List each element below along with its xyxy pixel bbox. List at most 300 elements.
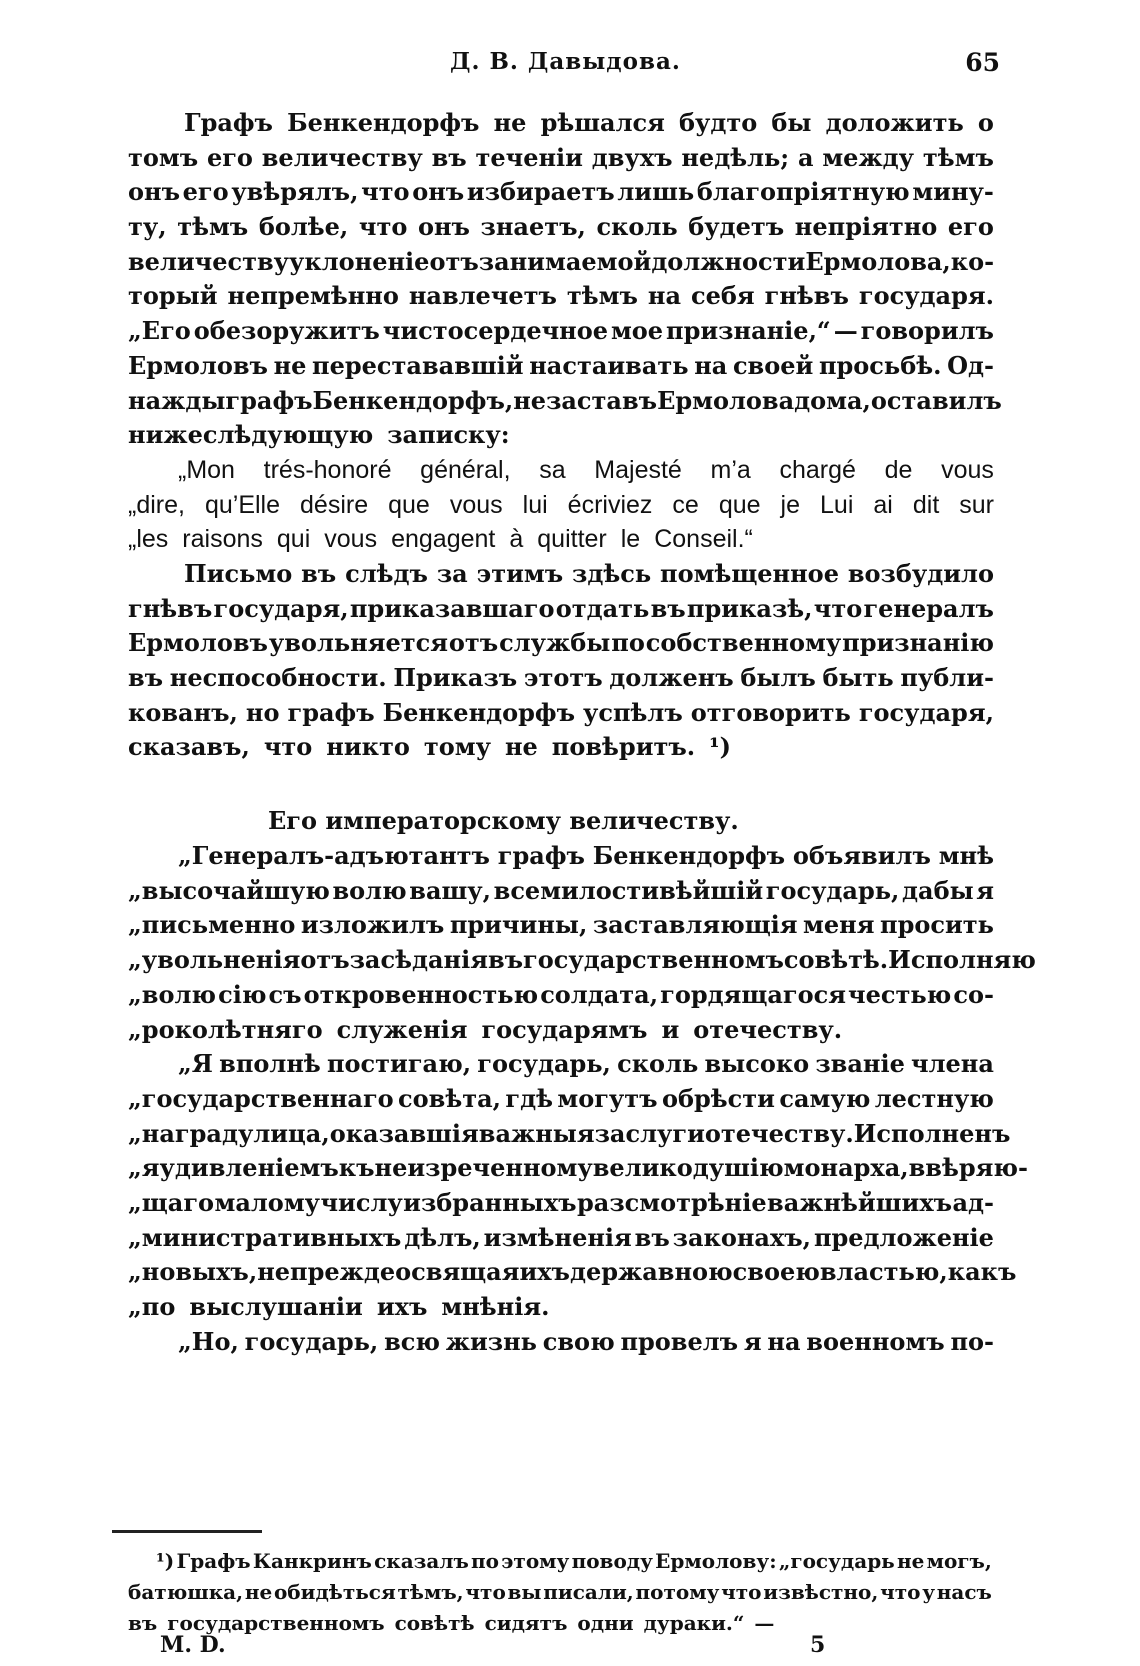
word: ад- xyxy=(952,1187,994,1217)
word: томъ xyxy=(128,142,199,172)
word: ce xyxy=(672,490,699,519)
running-title: Д. В. Давыдова. xyxy=(450,48,681,75)
word: государямъ xyxy=(481,1014,648,1044)
word: m’a xyxy=(710,455,751,484)
word: обидѣться xyxy=(273,1580,396,1604)
word: его xyxy=(947,212,994,242)
word: государя. xyxy=(858,281,994,311)
word: „Его xyxy=(128,316,191,346)
word: ввѣряю- xyxy=(908,1153,1028,1183)
word: Исполняю xyxy=(888,945,1036,975)
word: „я xyxy=(128,1153,160,1183)
word: разсмотрѣніе xyxy=(576,1187,767,1217)
letter-line xyxy=(128,1151,1028,1186)
word: сидятъ xyxy=(484,1611,568,1635)
word: „министративныхъ xyxy=(128,1222,402,1252)
word: тѣмъ xyxy=(177,212,249,242)
word: службы xyxy=(499,628,611,658)
word: могутъ xyxy=(557,1083,658,1113)
text-line xyxy=(128,730,994,765)
letter-line xyxy=(128,1186,994,1221)
french-quote-line xyxy=(128,488,994,523)
word: успѣлъ xyxy=(583,697,683,727)
letter-line xyxy=(128,1082,994,1117)
word: высоко xyxy=(704,1049,810,1079)
word: отъ xyxy=(429,246,479,276)
word: мину- xyxy=(912,177,994,207)
word: отечеству. xyxy=(693,1014,843,1044)
word: заставъ xyxy=(546,385,658,415)
word: „роколѣтняго xyxy=(128,1014,323,1044)
word: Lui xyxy=(820,490,854,519)
word: уклоненіе xyxy=(289,246,430,276)
word: непріятно xyxy=(794,212,938,242)
word: просьбѣ. xyxy=(818,350,942,380)
letter-line xyxy=(128,1255,1017,1290)
word: увѣрялъ, xyxy=(231,177,359,207)
word: честью xyxy=(848,979,952,1009)
word: онъ xyxy=(417,212,470,242)
word: быть xyxy=(822,663,894,692)
word: за xyxy=(436,558,468,588)
word: въ xyxy=(634,1222,670,1252)
word: заслуги xyxy=(594,1118,705,1148)
word: этотъ xyxy=(523,663,603,692)
word: графъ xyxy=(497,841,585,871)
word: жизнь xyxy=(445,1326,537,1356)
word: свою xyxy=(542,1326,615,1356)
page-number: 65 xyxy=(965,48,1000,77)
french-quote-line xyxy=(128,453,994,488)
word: „щаго xyxy=(128,1187,215,1217)
word: „письменно xyxy=(128,910,296,940)
word: le xyxy=(620,525,641,554)
word: государственномъ xyxy=(167,1611,385,1635)
word: Од- xyxy=(947,350,994,380)
letter-line xyxy=(128,1290,994,1325)
word: въ xyxy=(301,558,337,588)
word: всемилостивѣйшій xyxy=(493,875,764,905)
word: государь, xyxy=(765,875,900,905)
text-line xyxy=(128,210,994,245)
word: „Но, xyxy=(178,1326,239,1356)
word: въ xyxy=(487,945,524,975)
word: désire xyxy=(300,490,369,519)
word: que xyxy=(388,490,430,519)
word: монарха, xyxy=(783,1153,909,1183)
word: „государь xyxy=(778,1549,895,1573)
word: мнѣ xyxy=(938,841,994,871)
word: лестную xyxy=(874,1083,994,1113)
word: — xyxy=(833,316,858,346)
word: гнѣвъ xyxy=(128,593,213,623)
word: двухъ xyxy=(591,142,673,172)
word: на xyxy=(647,281,682,311)
word: служенія xyxy=(336,1014,468,1044)
word: тѣмъ xyxy=(566,281,638,311)
word: нажды xyxy=(128,385,226,415)
word: „по xyxy=(128,1292,176,1321)
word: признаніе,“ xyxy=(666,316,831,346)
word: на xyxy=(767,1326,801,1356)
text-line xyxy=(128,106,994,141)
word: не xyxy=(244,1580,273,1604)
word: прежде xyxy=(290,1257,396,1287)
word: могъ, xyxy=(926,1549,992,1573)
word: поводу xyxy=(571,1549,653,1573)
word: волю xyxy=(332,875,407,905)
word: этимъ xyxy=(476,558,564,588)
word: просить xyxy=(880,910,994,940)
word: государя, xyxy=(213,593,349,623)
word: рѣшался xyxy=(540,108,665,137)
word: я xyxy=(743,1326,762,1356)
letter-heading: Его императорскому величеству. xyxy=(268,806,739,836)
word: возбудило xyxy=(847,558,994,588)
word: совѣтѣ xyxy=(394,1611,475,1635)
word: всю xyxy=(384,1326,440,1356)
page-header xyxy=(120,48,1000,88)
word: что xyxy=(813,593,863,623)
word: Исполненъ xyxy=(853,1118,1011,1148)
word: графъ xyxy=(225,385,313,415)
word: vous xyxy=(449,490,503,519)
word: избранныхъ xyxy=(403,1187,577,1217)
text-line xyxy=(128,626,994,661)
word: постигаю, xyxy=(326,1049,472,1079)
word: повѣритъ. xyxy=(551,732,696,762)
word: вашу, xyxy=(409,875,492,905)
word: государь, xyxy=(244,1326,379,1356)
word: Majesté xyxy=(594,455,682,484)
word: à xyxy=(509,525,524,554)
word: ихъ xyxy=(519,1257,570,1287)
word: онъ xyxy=(128,177,180,207)
text-line xyxy=(128,418,994,453)
word: со- xyxy=(953,979,994,1009)
word: que xyxy=(718,490,761,519)
word: что xyxy=(358,212,408,242)
word: важныя xyxy=(478,1118,595,1148)
word: измѣненія xyxy=(483,1222,632,1252)
word: нижеслѣдующую xyxy=(128,420,374,450)
word: отъ xyxy=(448,628,499,658)
word: Ермолову: xyxy=(655,1549,777,1573)
footnote-rule xyxy=(112,1530,262,1533)
word: извѣстно, xyxy=(763,1580,879,1604)
word: что xyxy=(880,1580,921,1604)
word: великодушію xyxy=(592,1153,784,1183)
text-line xyxy=(128,245,994,280)
word: члена xyxy=(911,1049,994,1079)
word: не xyxy=(896,1549,925,1573)
word: вы xyxy=(507,1580,542,1604)
word: заставляющія xyxy=(592,910,798,940)
word: Бенкендорфъ xyxy=(382,697,575,727)
word: навлечетъ xyxy=(408,281,557,311)
word: самую xyxy=(779,1083,871,1113)
letter-line xyxy=(128,943,1036,978)
word: болѣе, xyxy=(258,212,349,242)
word: провелъ xyxy=(620,1326,739,1356)
word: откровенностью xyxy=(303,979,539,1009)
word: „Генералъ-адъютантъ xyxy=(178,841,490,871)
word: сказавъ, xyxy=(128,732,250,762)
word: dit xyxy=(912,490,940,519)
word: своей xyxy=(732,350,814,380)
word: признанію xyxy=(842,628,994,658)
word: никто xyxy=(326,732,410,762)
word: солдата, xyxy=(540,979,659,1009)
word: дураки.“ xyxy=(643,1611,745,1635)
letter-line xyxy=(128,978,994,1013)
word: непремѣнно xyxy=(227,281,399,311)
word: какъ xyxy=(947,1257,1017,1287)
letter-line xyxy=(128,1221,994,1256)
word: занимаемой xyxy=(478,246,652,276)
word: насъ xyxy=(936,1580,992,1604)
footnote-line xyxy=(128,1577,992,1608)
word: должности xyxy=(651,246,806,276)
word: engagent xyxy=(391,525,496,554)
word: приказавшаго xyxy=(349,593,555,623)
word: теченіи xyxy=(475,142,583,172)
word: мое xyxy=(610,316,664,346)
word: настаивать xyxy=(529,350,689,380)
word: батюшка, xyxy=(128,1580,244,1604)
word: qui xyxy=(276,525,311,554)
word: не xyxy=(504,732,538,762)
word: „Я xyxy=(178,1049,213,1079)
word: Conseil.“ xyxy=(654,525,753,554)
word: въ xyxy=(128,1611,158,1635)
word: sa xyxy=(539,455,566,484)
word: увольняется xyxy=(268,628,448,658)
word: собственному xyxy=(645,628,842,658)
letter-line xyxy=(128,1013,994,1048)
word: „Mon xyxy=(178,455,235,484)
word: „новыхъ, xyxy=(128,1257,258,1287)
word: кованъ, xyxy=(128,697,238,727)
word: ко- xyxy=(950,246,995,276)
word: général, xyxy=(420,455,511,484)
text-line xyxy=(128,592,994,627)
word: лица, xyxy=(253,1118,330,1148)
word: что xyxy=(721,1580,762,1604)
word: неспособности. xyxy=(169,663,387,692)
text-line xyxy=(128,557,994,592)
word: Приказъ xyxy=(393,663,518,692)
signature-mark: M. D. xyxy=(160,1632,226,1658)
word: графъ xyxy=(287,697,375,727)
word: я xyxy=(976,875,994,905)
word: что xyxy=(465,1580,506,1604)
text-line xyxy=(128,384,1002,419)
word: предложеніе xyxy=(813,1222,994,1252)
word: Ермолова, xyxy=(805,246,951,276)
word: причины, xyxy=(449,910,588,940)
footnote-line xyxy=(128,1546,992,1577)
word: по xyxy=(471,1549,500,1573)
word: lui xyxy=(522,490,548,519)
word: выслушаніи xyxy=(189,1292,363,1321)
word: освящая xyxy=(395,1257,520,1287)
word: Графъ xyxy=(176,1549,251,1573)
word: потому xyxy=(635,1580,720,1604)
word: Ермоловъ xyxy=(128,628,268,658)
word: je xyxy=(780,490,801,519)
section-gap xyxy=(128,765,994,803)
word: писали, xyxy=(543,1580,634,1604)
word: raisons xyxy=(182,525,263,554)
word: меня xyxy=(803,910,875,940)
word: тѣмъ, xyxy=(397,1580,464,1604)
word: важнѣйшихъ xyxy=(767,1187,953,1217)
word: себя xyxy=(691,281,755,311)
word: числу xyxy=(320,1187,403,1217)
word: знаетъ, xyxy=(480,212,586,242)
word: въ xyxy=(431,142,467,172)
word: ту, xyxy=(128,212,167,242)
word: чистосердечное xyxy=(382,316,608,346)
word: écriviez xyxy=(567,490,653,519)
word: „dire, xyxy=(128,490,185,519)
word: его xyxy=(182,177,229,207)
word: въ xyxy=(128,663,164,692)
word: тому xyxy=(423,732,491,762)
word: что xyxy=(361,177,410,207)
word: vous xyxy=(941,455,994,484)
text-line xyxy=(128,349,994,384)
word: Канкринъ xyxy=(252,1549,372,1573)
word: ¹) xyxy=(709,732,731,762)
word: и xyxy=(661,1014,680,1044)
word: „высочайшую xyxy=(128,875,330,905)
word: слѣдъ xyxy=(345,558,428,588)
word: благопріятную xyxy=(696,177,910,207)
word: ихъ xyxy=(376,1292,428,1321)
word: vous xyxy=(324,525,378,554)
word: обезоружитъ xyxy=(193,316,380,346)
word: Бенкендорфъ xyxy=(287,108,480,137)
word: генералъ xyxy=(863,593,994,623)
word: величеству xyxy=(261,142,423,172)
word: ai xyxy=(873,490,893,519)
text-line xyxy=(128,314,994,349)
word: отъ xyxy=(300,945,350,975)
footnote-line xyxy=(128,1608,992,1639)
word: тѣмъ xyxy=(922,142,994,172)
word: будто xyxy=(679,108,758,137)
word: на xyxy=(694,350,728,380)
word: отдать xyxy=(555,593,650,623)
word: сколь xyxy=(596,212,678,242)
word: торый xyxy=(128,281,218,311)
word: не xyxy=(273,350,307,380)
word: этому xyxy=(501,1549,570,1573)
word: дѣлъ, xyxy=(404,1222,481,1252)
word: у xyxy=(922,1580,936,1604)
word: совѣтѣ. xyxy=(783,945,889,975)
text-line xyxy=(128,279,994,314)
word: сказалъ xyxy=(374,1549,469,1573)
word: вполнѣ xyxy=(219,1049,321,1079)
word: долженъ xyxy=(609,663,734,692)
word: дома, xyxy=(794,385,871,415)
letter-line xyxy=(128,1325,994,1360)
word: — xyxy=(754,1611,775,1635)
word: говорилъ xyxy=(860,316,994,346)
word: сію xyxy=(218,979,267,1009)
letter-line xyxy=(128,1117,1011,1152)
word: малому xyxy=(214,1187,321,1217)
letter-line xyxy=(128,908,994,943)
word: государь, xyxy=(477,1049,611,1079)
word: державною xyxy=(569,1257,733,1287)
word: совѣта, xyxy=(398,1083,501,1113)
text-line xyxy=(128,696,994,731)
word: quitter xyxy=(537,525,607,554)
word: Ермоловъ xyxy=(128,350,268,380)
word: „награду xyxy=(128,1118,254,1148)
word: trés-honoré xyxy=(263,455,392,484)
word: Письмо xyxy=(184,558,293,588)
word: гдѣ xyxy=(505,1083,553,1113)
word: онъ xyxy=(412,177,465,207)
footnote xyxy=(128,1546,992,1639)
word: Бенкендорфъ, xyxy=(312,385,514,415)
word: къ xyxy=(338,1153,375,1183)
word: qu’Elle xyxy=(204,490,281,519)
word: государя, xyxy=(858,697,994,727)
word: сколь xyxy=(617,1049,699,1079)
word: доложить xyxy=(825,108,964,137)
word: по- xyxy=(950,1326,994,1356)
word: не xyxy=(257,1257,291,1287)
sheet-number: 5 xyxy=(810,1632,826,1658)
word: недѣль; xyxy=(681,142,790,172)
word: лишь xyxy=(617,177,695,207)
word: одни xyxy=(577,1611,634,1635)
word: не xyxy=(493,108,527,137)
word: званіе xyxy=(815,1049,905,1079)
word: Графъ xyxy=(184,108,273,137)
word: будетъ xyxy=(688,212,785,242)
letter-line xyxy=(128,874,994,909)
word: неизреченному xyxy=(374,1153,593,1183)
letter-line xyxy=(128,839,994,874)
word: „les xyxy=(128,525,169,554)
french-quote-line xyxy=(128,522,994,557)
word: здѣсь xyxy=(572,558,652,588)
word: оказавшія xyxy=(329,1118,479,1148)
word: военномъ xyxy=(806,1326,945,1356)
word: бы xyxy=(771,108,812,137)
word: былъ xyxy=(740,663,816,692)
word: помѣщенное xyxy=(660,558,839,588)
word: въ xyxy=(650,593,686,623)
word: избираетъ xyxy=(466,177,615,207)
word: отечеству. xyxy=(704,1118,854,1148)
word: гордящагося xyxy=(660,979,846,1009)
word: гнѣвъ xyxy=(764,281,849,311)
word: его xyxy=(206,142,253,172)
word: но xyxy=(245,697,280,727)
main-text xyxy=(128,106,1036,1359)
word: „увольненія xyxy=(128,945,301,975)
word: объявилъ xyxy=(792,841,931,871)
word: de xyxy=(884,455,913,484)
